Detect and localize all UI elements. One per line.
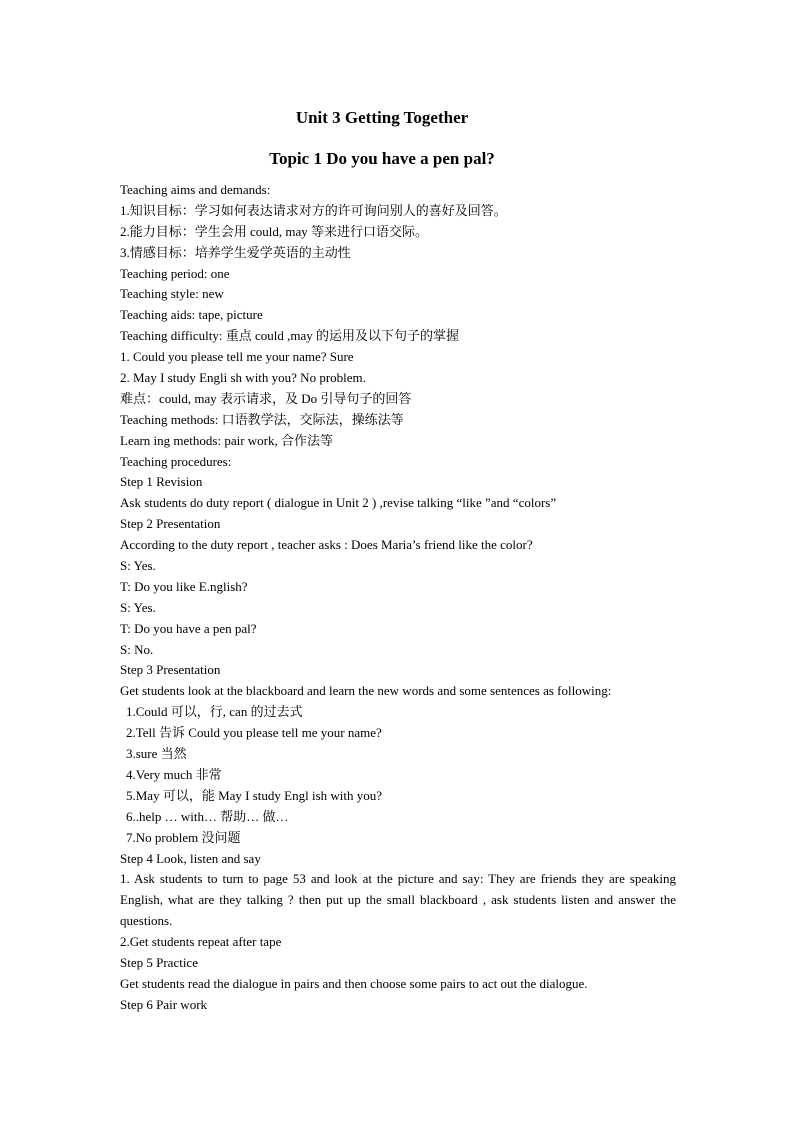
aim-ability: 2.能力目标：学生会用 could, may 等来进行口语交际。 (120, 223, 429, 239)
vocab-item: 4.Very much 非常 (126, 766, 222, 782)
step-5-text: Get students read the dialogue in pairs and then choose some pairs to act out the dialogue. (120, 975, 588, 991)
dialogue-line: S: Yes. (120, 599, 156, 615)
step-5-heading: Step 5 Practice (120, 955, 198, 970)
procedures-heading: Teaching procedures: (120, 453, 232, 469)
dialogue-line: T: Do you have a pen pal? (120, 620, 257, 636)
teaching-methods: Teaching methods: 口语教学法，交际法，操练法等 (120, 411, 404, 427)
vocab-item: 1.Could 可以，行, can 的过去式 (126, 704, 303, 720)
teaching-period: Teaching period: one (120, 265, 230, 281)
vocab-item: 7.No problem 没问题 (126, 829, 241, 845)
step-2-heading: Step 2 Presentation (120, 516, 221, 532)
teaching-difficulty: Teaching difficulty: 重点 could ,may 的运用及以下句子的掌握 (120, 328, 459, 344)
document-subtitle: Topic 1 Do you have a pen pal? (269, 149, 495, 168)
document-title: Unit 3 Getting Together (295, 108, 469, 127)
step-1-heading: Step 1 Revision (120, 474, 203, 490)
dialogue-line: S: No. (120, 641, 154, 657)
difficult-point: 难点：could, may 表示请求，及 Do 引导句子的回答 (120, 390, 412, 406)
vocab-item: 2.Tell 告诉 Could you please tell me your name? (126, 725, 382, 741)
dialogue-line: T: Do you like E.nglish? (120, 578, 248, 594)
vocab-item: 6..help … with… 帮助… 做… (126, 808, 289, 824)
aims-heading: Teaching aims and demands: (120, 182, 271, 197)
learning-methods: Learn ing methods: pair work, 合作法等 (120, 432, 334, 448)
key-sentence-2: 2. May I study Engli sh with you? No problem. (120, 370, 366, 386)
step-4-text-2: 2.Get students repeat after tape (120, 934, 282, 950)
step-4-heading: Step 4 Look, listen and say (120, 850, 261, 866)
teaching-aids: Teaching aids: tape, picture (120, 307, 263, 323)
step-3-heading: Step 3 Presentation (120, 662, 221, 678)
document-body (120, 180, 676, 1016)
aim-knowledge: 1.知识目标：学习如何表达请求对方的许可询问别人的喜好及回答。 (120, 202, 507, 218)
vocab-item: 5.May 可以，能 May I study Engl ish with you? (126, 787, 383, 803)
step-1-text: Ask students do duty report ( dialogue in Unit 2 ) ,revise talking “like ”and “colors” (120, 495, 557, 511)
teaching-style: Teaching style: new (120, 286, 224, 302)
aim-emotion: 3.情感目标：培养学生爱学英语的主动性 (120, 244, 351, 260)
dialogue-line: S: Yes. (120, 558, 156, 574)
step-3-text: Get students look at the blackboard and learn the new words and some sentences as following: (120, 683, 612, 699)
vocab-item: 3.sure 当然 (126, 746, 187, 762)
key-sentence-1: 1. Could you please tell me your name? Sure (120, 349, 354, 365)
step-4-text: 1. Ask students to turn to page 53 and look at the picture and say: They are friends they are speaking English, what are they talking ? then put up the small blackboard , ask students listen and answer the questions. (120, 871, 676, 929)
step-6-heading: Step 6 Pair work (120, 996, 208, 1012)
step-2-text: According to the duty report , teacher asks : Does Maria’s friend like the color? (120, 537, 533, 553)
